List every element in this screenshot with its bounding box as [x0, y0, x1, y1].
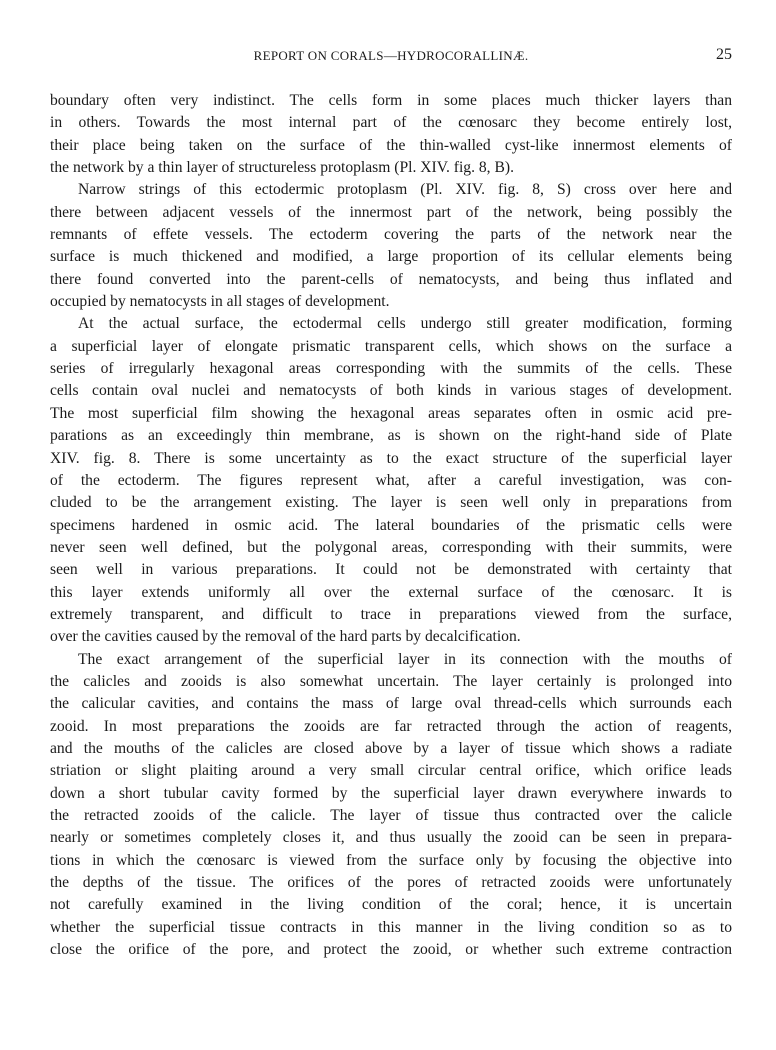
text-line: close the orifice of the pore, and protect the zooid, or whether such extreme contraction [50, 941, 732, 959]
page-header [50, 44, 732, 70]
text-line: XIV. fig. 8. There is some uncertainty as to the exact structure of the superficial layer [50, 449, 732, 467]
paragraph [50, 90, 732, 179]
paragraph [50, 179, 732, 313]
text-line: The exact arrangement of the superficial layer in its connection with the mouths of [78, 650, 732, 668]
text-line: there between adjacent vessels of the innermost part of the network, being possibly the [50, 203, 732, 221]
text-line: The most superficial film showing the hexagonal areas separates often in osmic acid pre- [50, 404, 732, 422]
text-line: never seen well defined, but the polygonal areas, corresponding with their summits, were [50, 538, 732, 556]
paragraph [50, 649, 732, 962]
text-line: there found converted into the parent-cells of nematocysts, and being thus inflated and [50, 270, 732, 288]
text-line: their place being taken on the surface of the thin-walled cyst-like innermost elements of [50, 136, 732, 154]
text-line: down a short tubular cavity formed by the superficial layer drawn everywhere inwards to [50, 784, 732, 802]
text-line: extremely transparent, and difficult to trace in preparations viewed from the surface, [50, 605, 732, 623]
text-line: in others. Towards the most internal part of the cœnosarc they become entirely lost, [50, 114, 732, 132]
text-line: striation or slight plaiting around a very small circular central orifice, which orifice leads [50, 762, 732, 780]
text-line: At the actual surface, the ectodermal cells undergo still greater modification, forming [78, 315, 732, 333]
page-number: 25 [716, 46, 732, 63]
text-line: over the cavities caused by the removal of the hard parts by decalcification. [50, 628, 521, 646]
text-line: the depths of the tissue. The orifices of the pores of retracted zooids were unfortunately [50, 874, 732, 892]
text-line: this layer extends uniformly all over the external surface of the cœnosarc. It is [50, 583, 732, 601]
text-line: surface is much thickened and modified, a large proportion of its cellular elements being [50, 248, 732, 266]
text-line: zooid. In most preparations the zooids are far retracted through the action of reagents, [50, 717, 732, 735]
text-line: of the ectoderm. The figures represent what, after a careful investigation, was con- [50, 471, 732, 489]
text-line: cluded to be the arrangement existing. The layer is seen well only in preparations from [50, 494, 732, 512]
text-line: Narrow strings of this ectodermic protoplasm (Pl. XIV. fig. 8, S) cross over here and [78, 181, 732, 199]
text-line: the network by a thin layer of structureless protoplasm (Pl. XIV. fig. 8, B). [50, 159, 514, 177]
text-line: whether the superficial tissue contracts in this manner in the living condition so as to [50, 918, 732, 936]
text-line: series of irregularly hexagonal areas corresponding with the summits of the cells. These [50, 360, 732, 378]
text-line: the calicles and zooids is also somewhat uncertain. The layer certainly is prolonged into [50, 672, 732, 690]
text-line: the retracted zooids of the calicle. The layer of tissue thus contracted over the calicle [50, 807, 732, 824]
text-line: occupied by nematocysts in all stages of development. [50, 293, 390, 311]
text-line: nearly or sometimes completely closes it, and thus usually the zooid can be seen in prepara- [50, 829, 732, 847]
text-line: seen well in various preparations. It could not be demonstrated with certainty that [50, 561, 732, 579]
text-line: tions in which the cœnosarc is viewed from the surface only by focusing the objective into [50, 851, 732, 869]
text-line: the calicular cavities, and contains the mass of large oval thread-cells which surrounds each [50, 695, 732, 713]
text-line: and the mouths of the calicles are closed above by a layer of tissue which shows a radiate [50, 739, 732, 757]
text-line: remnants of effete vessels. The ectoderm covering the parts of the network near the [50, 226, 732, 244]
text-line: boundary often very indistinct. The cells form in some places much thicker layers than [50, 92, 732, 109]
text-line: a superficial layer of elongate prismatic transparent cells, which shows on the surface a [50, 337, 732, 355]
body-text [50, 90, 732, 961]
running-title: REPORT ON CORALS—HYDROCORALLINÆ. [253, 48, 529, 63]
paragraph [50, 313, 732, 648]
text-line: specimens hardened in osmic acid. The lateral boundaries of the prismatic cells were [50, 516, 732, 534]
text-line: not carefully examined in the living condition of the coral; hence, it is uncertain [50, 896, 732, 914]
text-line: cells contain oval nuclei and nematocysts of both kinds in various stages of development. [50, 382, 732, 400]
text-line: parations as an exceedingly thin membrane, as is shown on the right-hand side of Plate [50, 427, 732, 445]
